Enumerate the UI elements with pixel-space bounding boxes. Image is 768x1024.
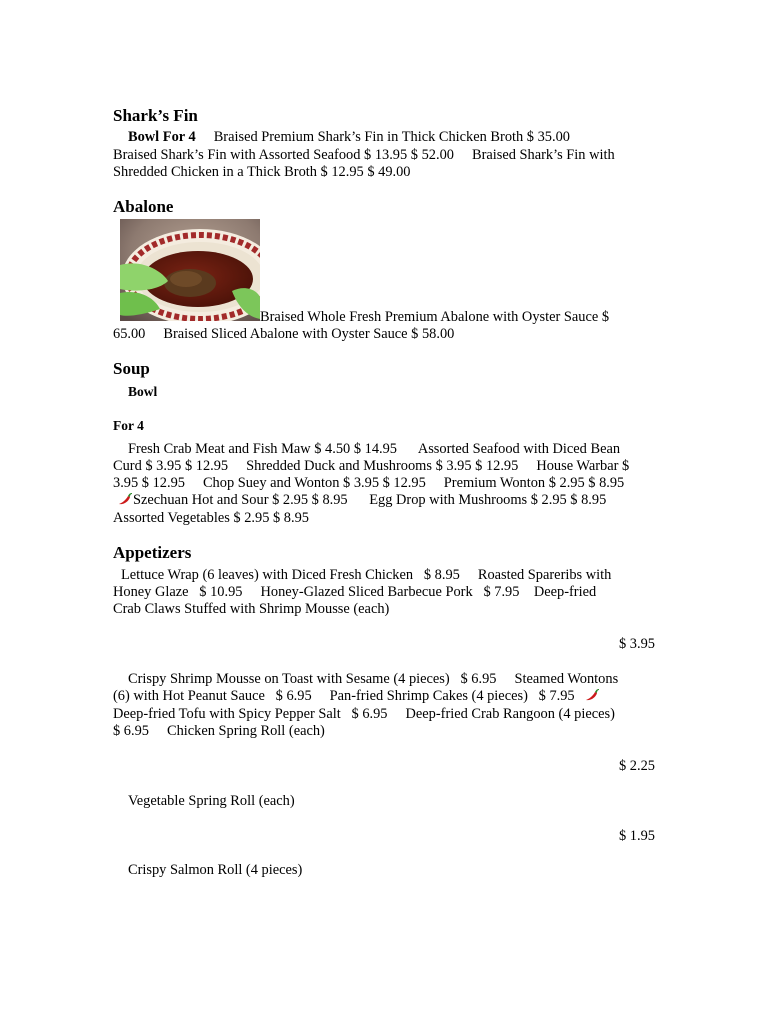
menu-item: Deep-fried — [533, 584, 597, 600]
appetizers-line-4 — [128, 671, 673, 688]
abalone-line-1: Braised Whole Fresh Premium Abalone with Oyster Sauce $ — [260, 309, 610, 325]
price-right: $ 3.95 — [619, 636, 655, 652]
sharks-fin-line-3: Shredded Chicken in a Thick Broth $ 12.95 $ 49.00 — [113, 164, 411, 180]
menu-item: Shredded Duck and Mushrooms $ 3.95 $ 12.95 — [246, 458, 519, 474]
section-heading-abalone: Abalone — [113, 197, 174, 216]
sharks-fin-line-2 — [113, 147, 658, 164]
soup-line-2 — [113, 458, 658, 475]
menu-item: Chop Suey and Wonton $ 3.95 $ 12.95 — [202, 475, 426, 491]
menu-item: (6) with Hot Peanut Sauce $ 6.95 — [113, 688, 312, 704]
menu-item: House Warbar $ — [536, 458, 630, 474]
soup-line-3 — [113, 475, 658, 492]
price-right: $ 1.95 — [619, 828, 655, 844]
menu-item: Chicken Spring Roll (each) — [166, 723, 325, 739]
price-right: $ 2.25 — [619, 758, 655, 774]
menu-item: Honey-Glazed Sliced Barbecue Pork $ 7.95 — [260, 584, 520, 600]
abalone-line-2 — [113, 326, 658, 343]
menu-item: Roasted Spareribs with — [477, 567, 612, 583]
soup-line-1 — [128, 441, 673, 458]
menu-item: Curd $ 3.95 $ 12.95 — [113, 458, 229, 474]
sharks-fin-line-1 — [128, 129, 673, 146]
menu-item: Crispy Shrimp Mousse on Toast with Sesame (4 pieces) $ 6.95 — [128, 671, 497, 687]
menu-item: Steamed Wontons — [514, 671, 619, 687]
appetizers-line-7 — [113, 723, 658, 740]
chili-pepper-icon — [118, 492, 133, 506]
menu-item: Egg Drop with Mushrooms $ 2.95 $ 8.95 — [369, 492, 607, 508]
abalone-dish-photo — [120, 219, 260, 321]
menu-item: Assorted Seafood with Diced Bean — [417, 441, 621, 457]
appetizers-line-6 — [113, 706, 658, 723]
menu-item: Honey Glaze $ 10.95 — [113, 584, 243, 600]
menu-item: Lettuce Wrap (6 leaves) with Diced Fresh Chicken $ 8.95 — [121, 567, 460, 583]
menu-item: Braised Shark’s Fin with — [471, 147, 615, 163]
menu-item: Fresh Crab Meat and Fish Maw $ 4.50 $ 14.95 — [128, 441, 398, 457]
section-heading-sharks-fin: Shark’s Fin — [113, 106, 198, 125]
menu-item: Deep-fried Tofu with Spicy Pepper Salt $ 6.95 — [113, 706, 388, 722]
menu-item: Szechuan Hot and Sour $ 2.95 $ 8.95 — [133, 492, 348, 508]
menu-item: Premium Wonton $ 2.95 $ 8.95 — [443, 475, 625, 491]
section-heading-appetizers: Appetizers — [113, 543, 192, 562]
menu-item: Deep-fried Crab Rangoon (4 pieces) — [405, 706, 615, 722]
appetizers-line-8: Vegetable Spring Roll (each) — [128, 793, 295, 809]
section-heading-soup: Soup — [113, 359, 150, 378]
menu-item: Pan-fried Shrimp Cakes (4 pieces) $ 7.95 — [329, 688, 575, 704]
appetizers-line-5 — [113, 688, 658, 705]
bowl-for-4-label: Bowl For 4 — [128, 129, 196, 145]
menu-item-price: $ 6.95 — [113, 723, 149, 739]
menu-item: Braised Sliced Abalone with Oyster Sauce $ 58.00 — [163, 326, 455, 342]
for-4-label: For 4 — [113, 418, 144, 433]
menu-item: Braised Shark’s Fin with Assorted Seafood $ 13.95 $ 52.00 — [113, 147, 454, 163]
appetizers-line-9: Crispy Salmon Roll (4 pieces) — [128, 862, 303, 878]
menu-item: Braised Premium Shark’s Fin in Thick Chicken Broth $ 35.00 — [213, 129, 570, 145]
soup-line-5: Assorted Vegetables $ 2.95 $ 8.95 — [113, 510, 309, 526]
appetizers-line-3: Crab Claws Stuffed with Shrimp Mousse (each) — [113, 601, 390, 617]
appetizers-line-2 — [113, 584, 658, 601]
soup-line-4 — [118, 492, 663, 509]
menu-item-price: 65.00 — [113, 326, 146, 342]
chili-pepper-icon — [585, 688, 600, 702]
appetizers-line-1 — [121, 567, 666, 584]
bowl-label: Bowl — [128, 384, 158, 399]
menu-item: 3.95 $ 12.95 — [113, 475, 185, 491]
